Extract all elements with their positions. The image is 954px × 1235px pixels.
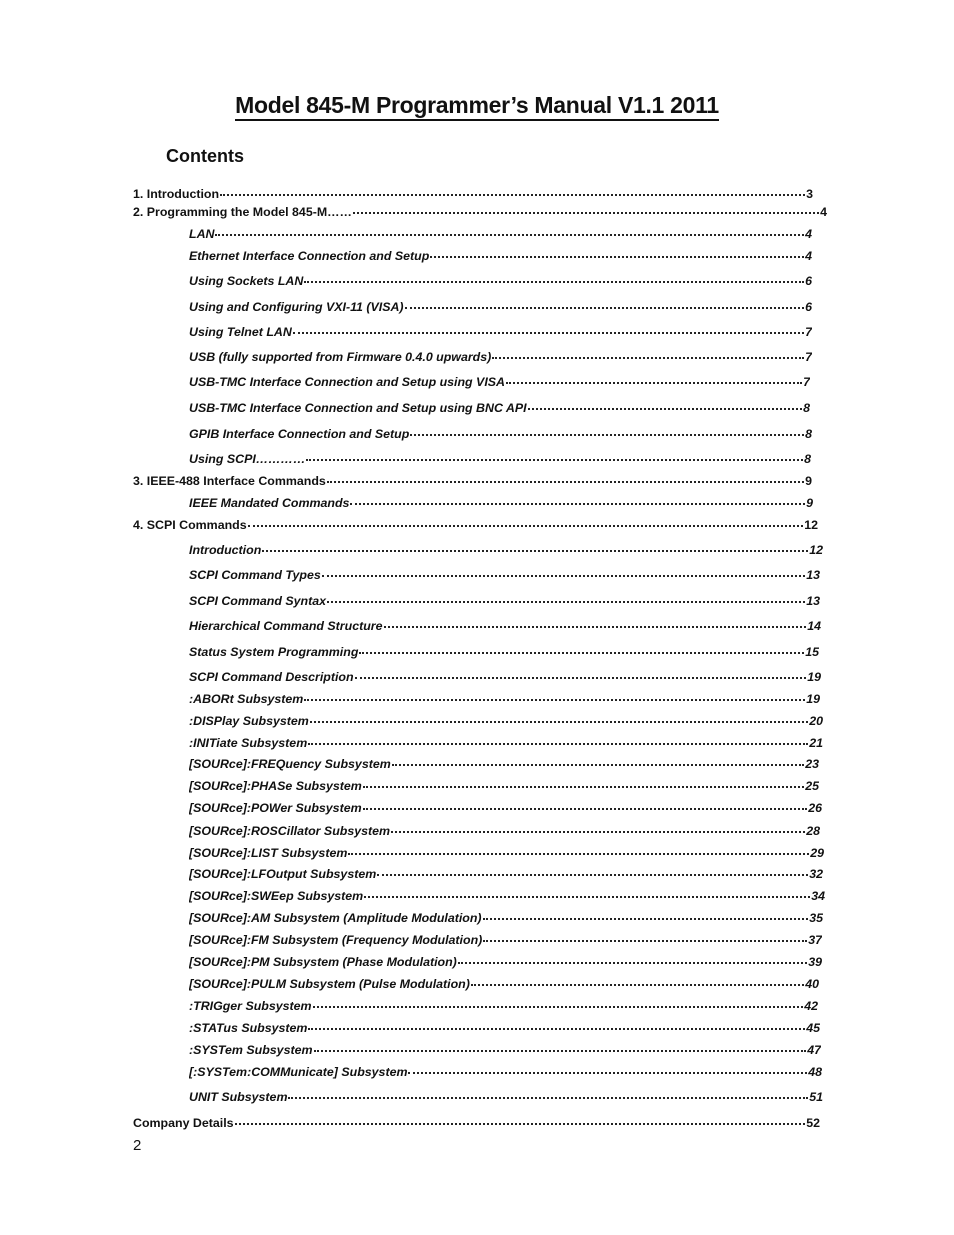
toc-entry[interactable]	[189, 888, 825, 904]
toc-entry-title: [SOURce]:LIST Subsystem	[189, 846, 348, 860]
toc-entry-title: USB-TMC Interface Connection and Setup using VISA	[189, 375, 505, 389]
toc-entry[interactable]	[189, 593, 820, 609]
toc-entry[interactable]	[189, 845, 824, 861]
toc-dot-leader	[492, 357, 804, 359]
toc-entry-title: :ABORt Subsystem	[189, 692, 304, 706]
toc-dot-leader	[363, 808, 808, 810]
toc-entry-title: USB (fully supported from Firmware 0.4.0 upwards)	[189, 350, 492, 364]
toc-entry-title: Using Sockets LAN	[189, 274, 304, 288]
toc-entry-page: 28	[806, 824, 820, 838]
toc-dot-leader	[430, 256, 804, 258]
toc-entry[interactable]	[189, 374, 810, 390]
toc-entry-page: 19	[807, 670, 821, 684]
toc-entry-title: [SOURce]:FM Subsystem (Frequency Modulation)	[189, 933, 483, 947]
toc-dot-leader	[377, 874, 808, 876]
toc-entry[interactable]	[133, 1115, 820, 1131]
toc-entry-page: 32	[809, 867, 823, 881]
toc-entry[interactable]	[189, 400, 810, 416]
toc-dot-leader	[288, 1097, 808, 1099]
toc-entry-title: [SOURce]:LFOutput Subsystem	[189, 867, 377, 881]
toc-entry[interactable]	[189, 618, 821, 634]
toc-dot-leader	[392, 764, 804, 766]
page-number: 2	[133, 1137, 142, 1154]
toc-entry[interactable]	[189, 451, 811, 467]
toc-dot-leader	[308, 743, 808, 745]
toc-dot-leader	[506, 382, 802, 384]
toc-dot-leader	[313, 1006, 804, 1008]
toc-entry-title: Introduction	[189, 543, 262, 557]
toc-dot-leader	[483, 940, 807, 942]
toc-dot-leader	[308, 1028, 805, 1030]
toc-entry-title: Using SCPI…………	[189, 452, 306, 466]
toc-dot-leader	[322, 575, 805, 577]
toc-entry-page: 8	[803, 401, 810, 415]
toc-entry[interactable]	[189, 1020, 820, 1036]
toc-entry-page: 8	[804, 452, 811, 466]
toc-entry-title: [SOURce]:PHASe Subsystem	[189, 779, 362, 793]
toc-entry-title: [SOURce]:FREQuency Subsystem	[189, 757, 391, 771]
toc-entry-page: 7	[805, 350, 812, 364]
toc-entry-page: 7	[805, 325, 812, 339]
contents-heading: Contents	[166, 146, 244, 166]
toc-entry[interactable]	[189, 644, 819, 660]
toc-entry[interactable]	[189, 735, 823, 751]
toc-entry-page: 6	[805, 300, 812, 314]
toc-dot-leader	[304, 699, 805, 701]
toc-entry-title: UNIT Subsystem	[189, 1090, 288, 1104]
toc-entry-page: 9	[805, 474, 812, 488]
toc-entry-title: SCPI Command Description	[189, 670, 354, 684]
toc-entry-page: 21	[809, 736, 823, 750]
toc-entry-title: :TRIGger Subsystem	[189, 999, 312, 1013]
toc-dot-leader	[410, 434, 804, 436]
toc-entry-page: 51	[809, 1090, 823, 1104]
toc-entry-page: 19	[806, 692, 820, 706]
toc-entry-page: 12	[809, 543, 823, 557]
toc-entry[interactable]	[189, 495, 813, 511]
toc-dot-leader	[304, 281, 804, 283]
toc-dot-leader	[353, 212, 819, 214]
toc-entry[interactable]	[189, 1089, 823, 1105]
toc-entry-page: 35	[809, 911, 823, 925]
toc-entry-title: :INITiate Subsystem	[189, 736, 308, 750]
toc-dot-leader	[248, 525, 804, 527]
toc-entry[interactable]	[189, 426, 812, 442]
toc-entry-title: [SOURce]:PM Subsystem (Phase Modulation)	[189, 955, 457, 969]
toc-dot-leader	[483, 918, 809, 920]
toc-entry-title: [SOURce]:POWer Subsystem	[189, 801, 362, 815]
toc-entry-page: 4	[805, 249, 812, 263]
toc-dot-leader	[215, 234, 804, 236]
toc-entry-title: GPIB Interface Connection and Setup	[189, 427, 410, 441]
toc-entry-page: 4	[805, 227, 812, 241]
toc-dot-leader	[408, 1072, 807, 1074]
toc-entry[interactable]	[189, 756, 819, 772]
toc-dot-leader	[220, 194, 805, 196]
toc-entry[interactable]	[189, 324, 812, 340]
toc-entry[interactable]	[189, 976, 819, 992]
toc-entry[interactable]	[133, 473, 812, 489]
toc-entry[interactable]	[133, 517, 818, 533]
toc-dot-leader	[327, 481, 804, 483]
toc-entry-title: [SOURce]:AM Subsystem (Amplitude Modulation)	[189, 911, 482, 925]
toc-entry-page: 13	[806, 594, 820, 608]
toc-entry-title: [SOURce]:PULM Subsystem (Pulse Modulation)	[189, 977, 470, 991]
toc-entry[interactable]	[189, 669, 821, 685]
toc-entry-page: 8	[805, 427, 812, 441]
toc-dot-leader	[359, 652, 804, 654]
toc-entry-title: [SOURce]:SWEep Subsystem	[189, 889, 364, 903]
toc-entry-page: 34	[811, 889, 825, 903]
toc-entry-title: Hierarchical Command Structure	[189, 619, 383, 633]
toc-entry-title: 1. Introduction	[133, 187, 220, 201]
toc-entry[interactable]	[189, 273, 812, 289]
toc-entry-page: 20	[809, 714, 823, 728]
toc-dot-leader	[327, 601, 805, 603]
toc-entry-page: 14	[807, 619, 821, 633]
toc-dot-leader	[384, 626, 807, 628]
document-title-text: Model 845-M Programmer’s Manual V1.1 2011	[235, 92, 719, 121]
toc-dot-leader	[348, 853, 809, 855]
toc-entry-title: 2. Programming the Model 845-M……	[133, 205, 352, 219]
toc-entry[interactable]	[189, 1042, 821, 1058]
toc-dot-leader	[314, 1050, 807, 1052]
toc-entry[interactable]	[189, 998, 818, 1014]
toc-dot-leader	[405, 307, 805, 309]
toc-entry-title: [SOURce]:ROSCillator Subsystem	[189, 824, 391, 838]
toc-entry-page: 12	[804, 518, 818, 532]
toc-entry-title: Ethernet Interface Connection and Setup	[189, 249, 430, 263]
toc-entry[interactable]	[189, 800, 822, 816]
toc-entry[interactable]	[189, 542, 823, 558]
toc-entry[interactable]	[189, 713, 823, 729]
toc-entry[interactable]	[189, 823, 820, 839]
toc-entry-title: 4. SCPI Commands	[133, 518, 247, 532]
toc-entry-title: 3. IEEE-488 Interface Commands	[133, 474, 326, 488]
toc-entry[interactable]	[189, 866, 823, 882]
toc-entry-title: SCPI Command Syntax	[189, 594, 327, 608]
toc-entry-page: 9	[806, 496, 813, 510]
toc-entry-page: 47	[807, 1043, 821, 1057]
toc-entry-title: :STATus Subsystem	[189, 1021, 308, 1035]
toc-entry-title: Using Telnet LAN	[189, 325, 292, 339]
toc-entry-page: 3	[806, 187, 813, 201]
toc-entry[interactable]	[189, 226, 812, 242]
toc-entry[interactable]	[189, 932, 822, 948]
toc-entry[interactable]	[189, 1064, 822, 1080]
toc-dot-leader	[310, 721, 808, 723]
toc-entry-title: LAN	[189, 227, 215, 241]
toc-entry[interactable]	[189, 349, 812, 365]
toc-entry-title: :SYSTem Subsystem	[189, 1043, 313, 1057]
toc-entry-page: 48	[808, 1065, 822, 1079]
toc-entry[interactable]	[133, 186, 813, 202]
toc-entry[interactable]	[133, 204, 827, 220]
toc-dot-leader	[262, 550, 808, 552]
toc-entry-title: :DISPlay Subsystem	[189, 714, 309, 728]
toc-entry[interactable]	[189, 567, 820, 583]
toc-dot-leader	[528, 408, 803, 410]
toc-entry-page: 40	[805, 977, 819, 991]
toc-entry-page: 37	[808, 933, 822, 947]
toc-dot-leader	[391, 831, 805, 833]
toc-entry-title: Company Details	[133, 1116, 234, 1130]
toc-dot-leader	[471, 984, 804, 986]
toc-entry-page: 26	[808, 801, 822, 815]
toc-entry-title: SCPI Command Types	[189, 568, 321, 582]
toc-dot-leader	[350, 503, 805, 505]
toc-entry-title: USB-TMC Interface Connection and Setup using BNC API	[189, 401, 527, 415]
toc-entry[interactable]	[189, 778, 819, 794]
toc-entry-page: 15	[805, 645, 819, 659]
toc-entry[interactable]	[189, 299, 812, 315]
toc-entry-page: 42	[804, 999, 818, 1013]
toc-entry-title: Status System Programming	[189, 645, 359, 659]
toc-entry-page: 25	[805, 779, 819, 793]
toc-entry-page: 39	[808, 955, 822, 969]
document-title	[0, 92, 954, 119]
toc-entry-page: 13	[806, 568, 820, 582]
toc-dot-leader	[458, 962, 807, 964]
toc-dot-leader	[293, 332, 804, 334]
toc-dot-leader	[364, 896, 810, 898]
toc-entry-title: [:SYSTem:COMMunicate] Subsystem	[189, 1065, 408, 1079]
toc-entry-title: IEEE Mandated Commands	[189, 496, 350, 510]
toc-entry-title: Using and Configuring VXI-11 (VISA)	[189, 300, 404, 314]
toc-entry-page: 52	[806, 1116, 820, 1130]
toc-entry-page: 6	[805, 274, 812, 288]
toc-entry[interactable]	[189, 691, 820, 707]
toc-entry[interactable]	[189, 910, 823, 926]
toc-entry-page: 45	[806, 1021, 820, 1035]
toc-dot-leader	[355, 677, 807, 679]
toc-entry-page: 7	[803, 375, 810, 389]
toc-entry-page: 23	[805, 757, 819, 771]
toc-entry-page: 4	[820, 205, 827, 219]
toc-dot-leader	[363, 786, 804, 788]
toc-dot-leader	[306, 459, 803, 461]
toc-entry-page: 29	[810, 846, 824, 860]
toc-entry[interactable]	[189, 248, 812, 264]
toc-entry[interactable]	[189, 954, 822, 970]
toc-dot-leader	[235, 1123, 806, 1125]
